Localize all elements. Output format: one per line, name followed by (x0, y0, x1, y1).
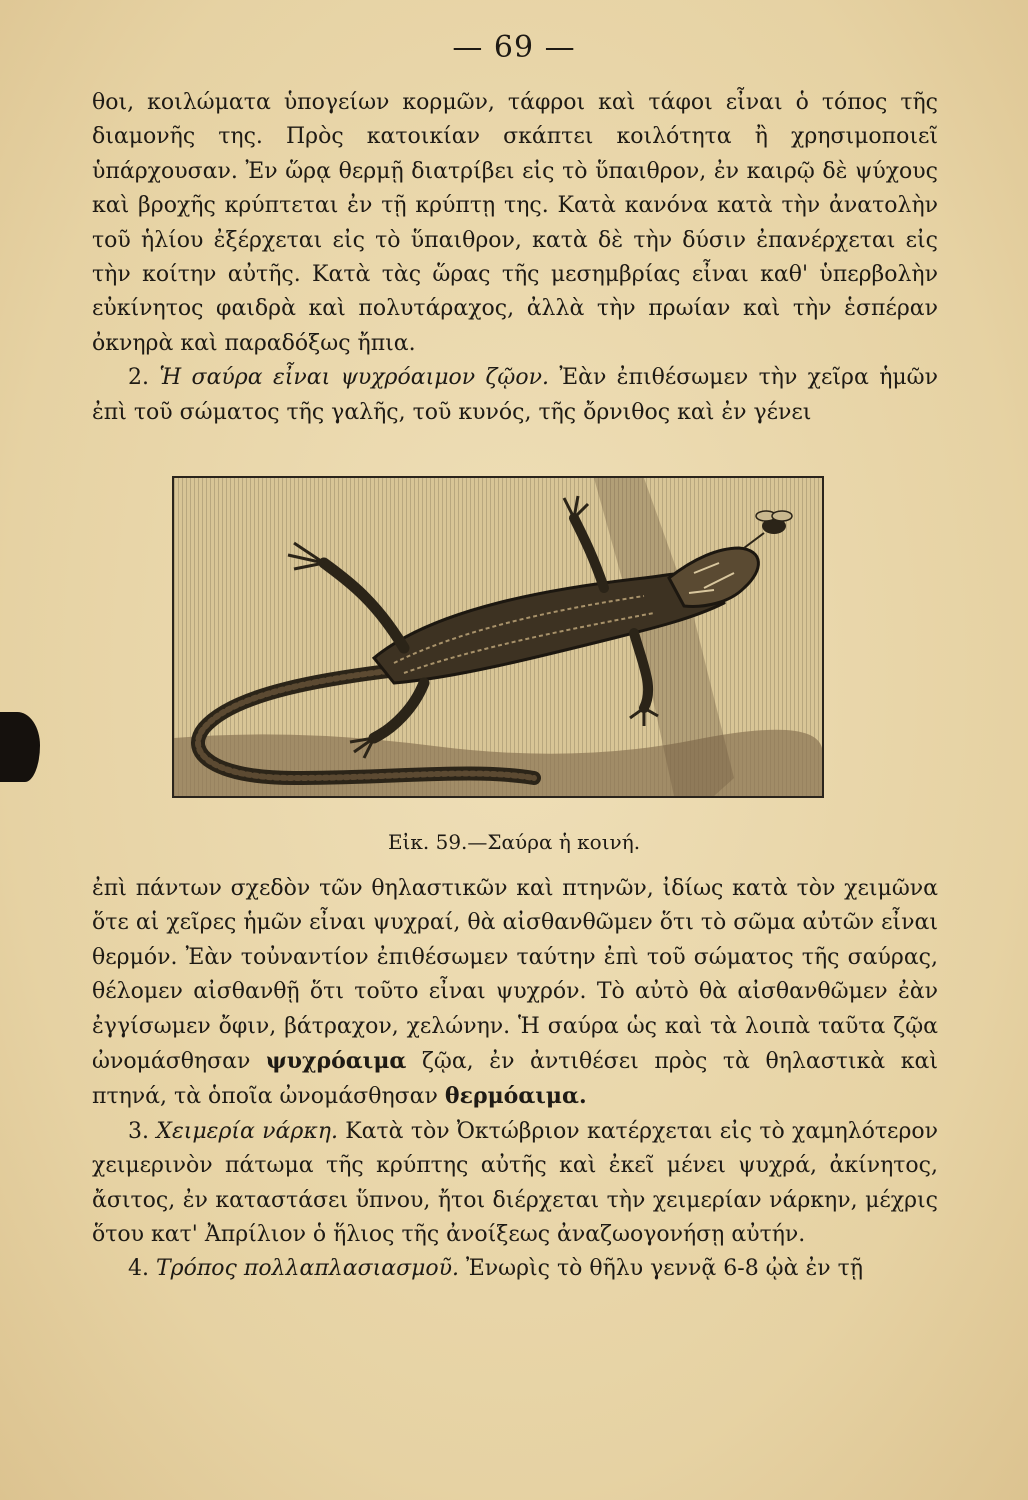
figure-caption: Εἰκ. 59.—Σαύρα ἡ κοινή. (387, 830, 641, 854)
paragraph-2 (92, 361, 938, 430)
paragraph-2-title: Ἡ σαύρα εἶναι ψυχρόαιμον ζῷον. (159, 365, 549, 391)
continuation-text-b: ζῷα, ἐν ἀντιθέσει πρὸς τὰ θηλαστικὰ καὶ πτηνά, τὰ ὁποῖα ὠνομάσθησαν (92, 1049, 938, 1110)
term-cold-blooded: ψυχρόαιμα (266, 1048, 407, 1075)
paragraph-3-number: 3. (128, 1118, 149, 1144)
ink-blot (0, 712, 40, 782)
paragraph-4-text: Ἐνωρὶς τὸ θῆλυ γεννᾷ 6-8 ᾠὰ ἐν τῇ (466, 1256, 863, 1282)
text-block-bottom (92, 872, 938, 1287)
paragraph-3-text: Κατὰ τὸν Ὀκτώβριον κατέρχεται εἰς τὸ χαμηλότερον χειμερινὸν πάτωμα τῆς κρύπτης αὐτῆς καὶ ἐκεῖ μένει ψυχρά, ἀκίνητος, ἄσιτος, ἐν καταστάσει ὕπνου, ἤτοι διέρχεται τὴν χειμερίαν νάρκην, μέχρις ὅτου κατ' Ἀπρίλιον ὁ ἥλιος τῆς ἀνοίξεως ἀναζωογονήσῃ αὐτήν. (92, 1118, 938, 1248)
paragraph-4-number: 4. (128, 1256, 149, 1282)
paragraph-2-number: 2. (128, 365, 149, 391)
page-number: — 69 — (452, 30, 576, 65)
paragraph-3-title: Χειμερία νάρκη. (156, 1118, 338, 1144)
lizard-drawing (174, 478, 822, 796)
lizard-illustration (172, 476, 824, 798)
continuation-text-a: ἐπὶ πάντων σχεδὸν τῶν θηλαστικῶν καὶ πτηνῶν, ἰδίως κατὰ τὸν χειμῶνα ὅτε αἱ χεῖρες ἡμῶν εἶναι ψυχραί, θὰ αἰσθανθῶμεν ὅτι τὸ σῶμα αὐτῶν εἶναι θερμόν. Ἐὰν τοὐναντίον ἐπιθέσωμεν ταύτην ἐπὶ τοῦ σώματος τῆς σαύρας, θέλομεν αἰσθανθῇ ὅτι τοῦτο εἶναι ψυχρόν. Τὸ αὐτὸ θὰ αἰσθανθῶμεν ἐὰν ἐγγίσωμεν ὄφιν, βάτραχον, χελώνην. Ἡ σαύρα ὡς καὶ τὰ λοιπὰ ταῦτα ζῷα ὠνομάσθησαν (92, 876, 938, 1075)
paragraph-2-text: Ἐὰν ἐπιθέσωμεν τὴν χεῖρα ἡμῶν ἐπὶ τοῦ σώματος τῆς γαλῆς, τοῦ κυνός, τῆς ὄρνιθος καὶ ἐν γένει (92, 365, 938, 425)
paragraph-1: θοι, κοιλώματα ὑπογείων κορμῶν, τάφροι καὶ τάφοι εἶναι ὁ τόπος τῆς διαμονῆς της. Πρὸς κατοικίαν σκάπτει κοιλότητα ἢ χρησιμοποιεῖ ὑπάρχουσαν. Ἐν ὥρᾳ θερμῇ διατρίβει εἰς τὸ ὕπαιθρον, ἐν καιρῷ δὲ ψύχους καὶ βροχῆς κρύπτεται ἐν τῇ κρύπτῃ της. Κατὰ κανόνα κατὰ τὴν ἀνατολὴν τοῦ ἡλίου ἐξέρχεται εἰς τὸ ὕπαιθρον, κατὰ δὲ τὴν δύσιν ἐπανέρχεται εἰς τὴν κοίτην αὐτῆς. Κατὰ τὰς ὥρας τῆς μεσημβρίας εἶναι καθ' ὑπερβολὴν εὐκίνητος φαιδρὰ καὶ πολυτάραχος, ἀλλὰ τὴν πρωίαν καὶ τὴν ἑσπέραν ὀκνηρὰ καὶ παραδόξως ἤπια. (92, 90, 938, 356)
paragraph-continuation (92, 872, 938, 1115)
paragraph-4 (92, 1252, 938, 1286)
term-warm-blooded: θερμόαιμα. (444, 1083, 587, 1110)
paragraph-3 (92, 1115, 938, 1253)
paragraph-4-title: Τρόπος πολλαπλασιασμοῦ. (156, 1256, 460, 1282)
text-block-top (92, 86, 938, 430)
